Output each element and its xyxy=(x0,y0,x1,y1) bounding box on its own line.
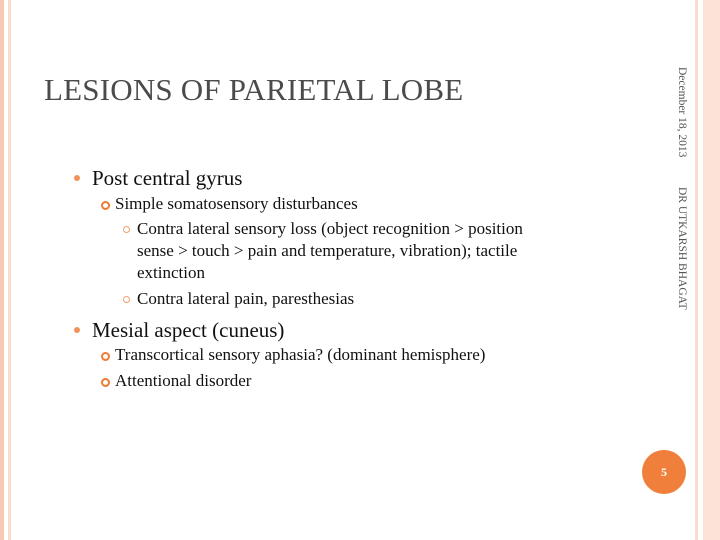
right-border-outer xyxy=(703,0,720,540)
left-border-inner xyxy=(8,0,11,540)
bullet-item: Contra lateral pain, paresthesias xyxy=(137,289,355,308)
bullet-dot xyxy=(74,175,80,181)
page-number-badge: 5 xyxy=(642,450,686,494)
bullet-item: Post central gyrus xyxy=(92,166,243,190)
bullet-item: Attentional disorder xyxy=(115,371,252,390)
slide-date: December 18, 2013 xyxy=(676,67,688,158)
side-footer xyxy=(676,67,688,310)
right-border-inner xyxy=(695,0,698,540)
bullet-item: Transcortical sensory aphasia? (dominant hemisphere) xyxy=(115,345,486,364)
bullet-item: Simple somatosensory disturbances xyxy=(115,194,358,213)
bullet-ring xyxy=(123,296,130,303)
bullet-item-continuation: extinction xyxy=(137,263,205,282)
bullet-dot xyxy=(74,327,80,333)
left-border-outer xyxy=(0,0,4,540)
bullet-circle xyxy=(101,378,110,387)
bullet-circle xyxy=(101,352,110,361)
bullet-item: Contra lateral sensory loss (object recognition > position xyxy=(137,219,523,238)
slide-title: LESIONS OF PARIETAL LOBE xyxy=(44,72,464,107)
bullet-item-continuation: sense > touch > pain and temperature, vibration); tactile xyxy=(137,241,518,260)
bullet-circle xyxy=(101,201,110,210)
bullet-ring xyxy=(123,226,130,233)
bullet-item: Mesial aspect (cuneus) xyxy=(92,318,285,342)
slide-author: DR UTKARSH BHAGAT xyxy=(676,187,688,310)
